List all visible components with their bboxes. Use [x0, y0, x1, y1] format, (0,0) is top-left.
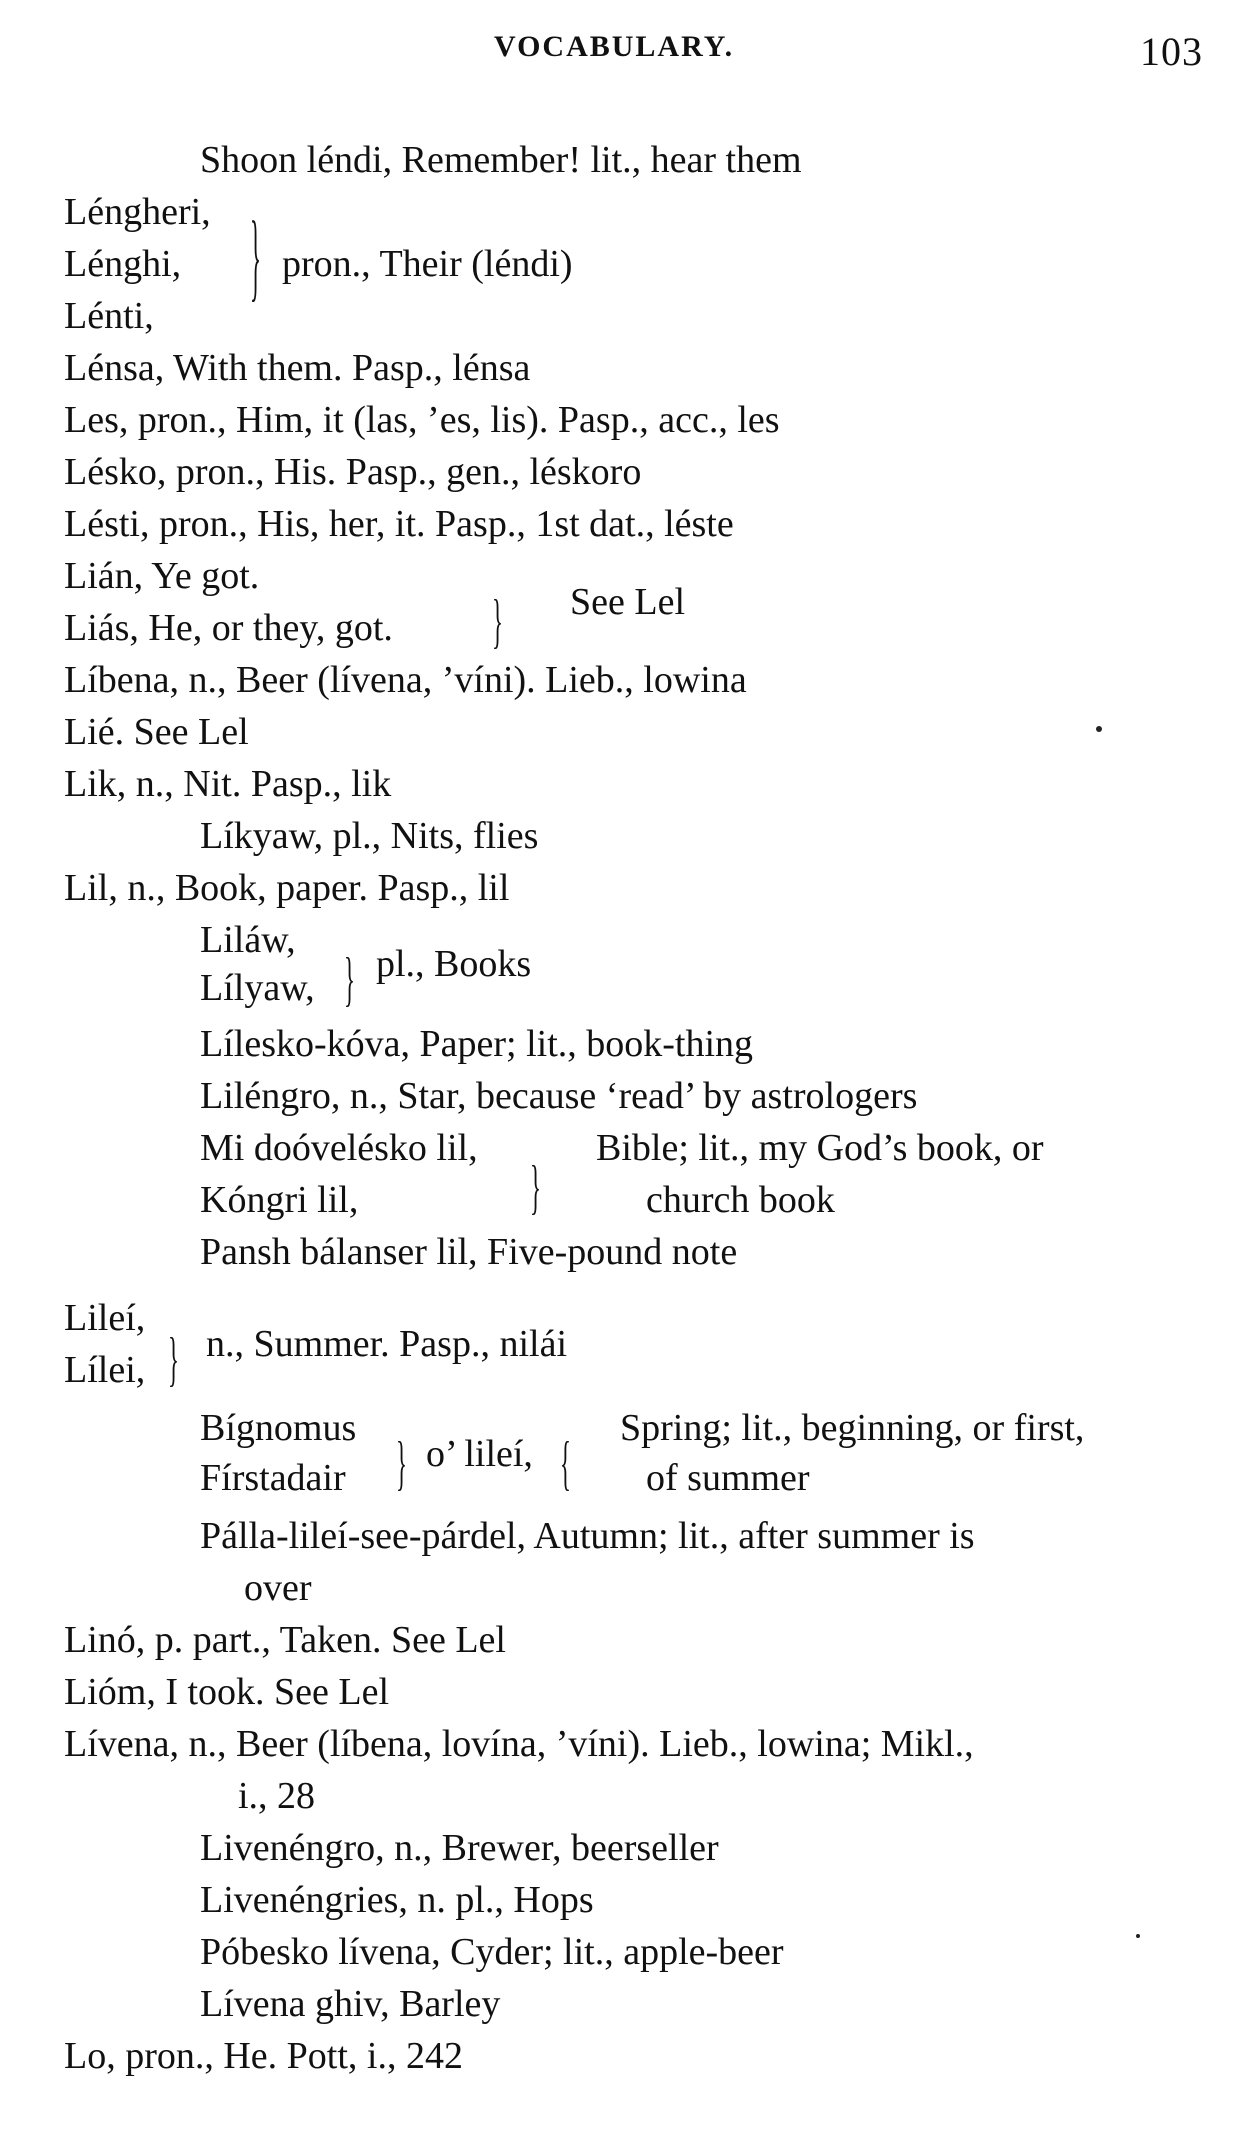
text-line: Shoon léndi, Remember! lit., hear them [200, 139, 802, 181]
text-line: n., Summer. Pasp., nilái [206, 1323, 567, 1365]
text-line: church book [646, 1179, 835, 1221]
brace-summer: } [168, 1326, 179, 1394]
text-line: Lil, n., Book, paper. Pasp., lil [64, 867, 510, 909]
text-line: Lésti, pron., His, her, it. Pasp., 1st dat., léste [64, 503, 734, 545]
brace-got: } [492, 588, 503, 656]
text-line: Lióm, I took. See Lel [64, 1671, 390, 1713]
brace-spring-left: } [396, 1430, 407, 1498]
text-line: Lián, Ye got. [64, 555, 260, 597]
text-line: Pansh bálanser lil, Five-pound note [200, 1231, 738, 1273]
text-line: Líkyaw, pl., Nits, flies [200, 815, 539, 857]
text-line: Liléngro, n., Star, because ‘read’ by astrologers [200, 1075, 918, 1117]
text-line: Spring; lit., beginning, or first, [620, 1407, 1085, 1449]
stray-dot [1136, 1934, 1140, 1938]
stray-dot [1096, 726, 1102, 732]
running-header-title: VOCABULARY. [494, 30, 735, 63]
text-line: Liláw, [200, 919, 296, 961]
text-line: Póbesko lívena, Cyder; lit., apple-beer [200, 1931, 784, 1973]
text-line: over [244, 1567, 312, 1609]
text-line: Pálla-lileí-see-párdel, Autumn; lit., after summer is [200, 1515, 975, 1557]
text-line: Les, pron., Him, it (las, ’es, lis). Pasp., acc., les [64, 399, 780, 441]
text-line: Lívena, n., Beer (líbena, lovína, ’víni). Lieb., lowina; Mikl., [64, 1723, 974, 1765]
text-line: Léngheri, [64, 191, 211, 233]
text-line: of summer [646, 1457, 810, 1499]
text-line: Lénghi, [64, 243, 182, 285]
text-line: See Lel [570, 581, 686, 623]
text-line: Lénti, [64, 295, 154, 337]
page-number: 103 [1140, 29, 1203, 74]
text-line: Lílesko-kóva, Paper; lit., book-thing [200, 1023, 754, 1065]
text-line: i., 28 [238, 1775, 316, 1817]
text-line: Bígnomus [200, 1407, 357, 1449]
text-line: Lívena ghiv, Barley [200, 1983, 501, 2025]
text-line: Bible; lit., my God’s book, or [596, 1127, 1044, 1169]
text-line: Liás, He, or they, got. [64, 607, 393, 649]
brace-their: } [250, 203, 261, 313]
text-line: Lo, pron., He. Pott, i., 242 [64, 2035, 463, 2077]
text-line: Kóngri lil, [200, 1179, 359, 1221]
brace-books: } [344, 946, 355, 1014]
text-line: Linó, p. part., Taken. See Lel [64, 1619, 506, 1661]
text-line: Lénsa, With them. Pasp., lénsa [64, 347, 531, 389]
text-line: Livenéngries, n. pl., Hops [200, 1879, 594, 1921]
text-line: Lílyaw, [200, 967, 315, 1009]
brace-bible: } [530, 1154, 541, 1222]
text-line: Lik, n., Nit. Pasp., lik [64, 763, 392, 805]
text-line: Lésko, pron., His. Pasp., gen., léskoro [64, 451, 642, 493]
text-line: Líbena, n., Beer (lívena, ’víni). Lieb., lowina [64, 659, 747, 701]
text-line: Lié. See Lel [64, 711, 249, 753]
text-line: o’ lileí, [426, 1433, 533, 1475]
text-line: Mi doóvelésko lil, [200, 1127, 478, 1169]
text-line: Fírstadair [200, 1457, 346, 1499]
text-line: pron., Their (léndi) [282, 243, 573, 285]
text-line: Livenéngro, n., Brewer, beerseller [200, 1827, 719, 1869]
brace-spring-right: { [560, 1430, 571, 1498]
text-line: Lileí, [64, 1297, 146, 1339]
text-line: pl., Books [376, 943, 532, 985]
text-line: Lílei, [64, 1349, 146, 1391]
